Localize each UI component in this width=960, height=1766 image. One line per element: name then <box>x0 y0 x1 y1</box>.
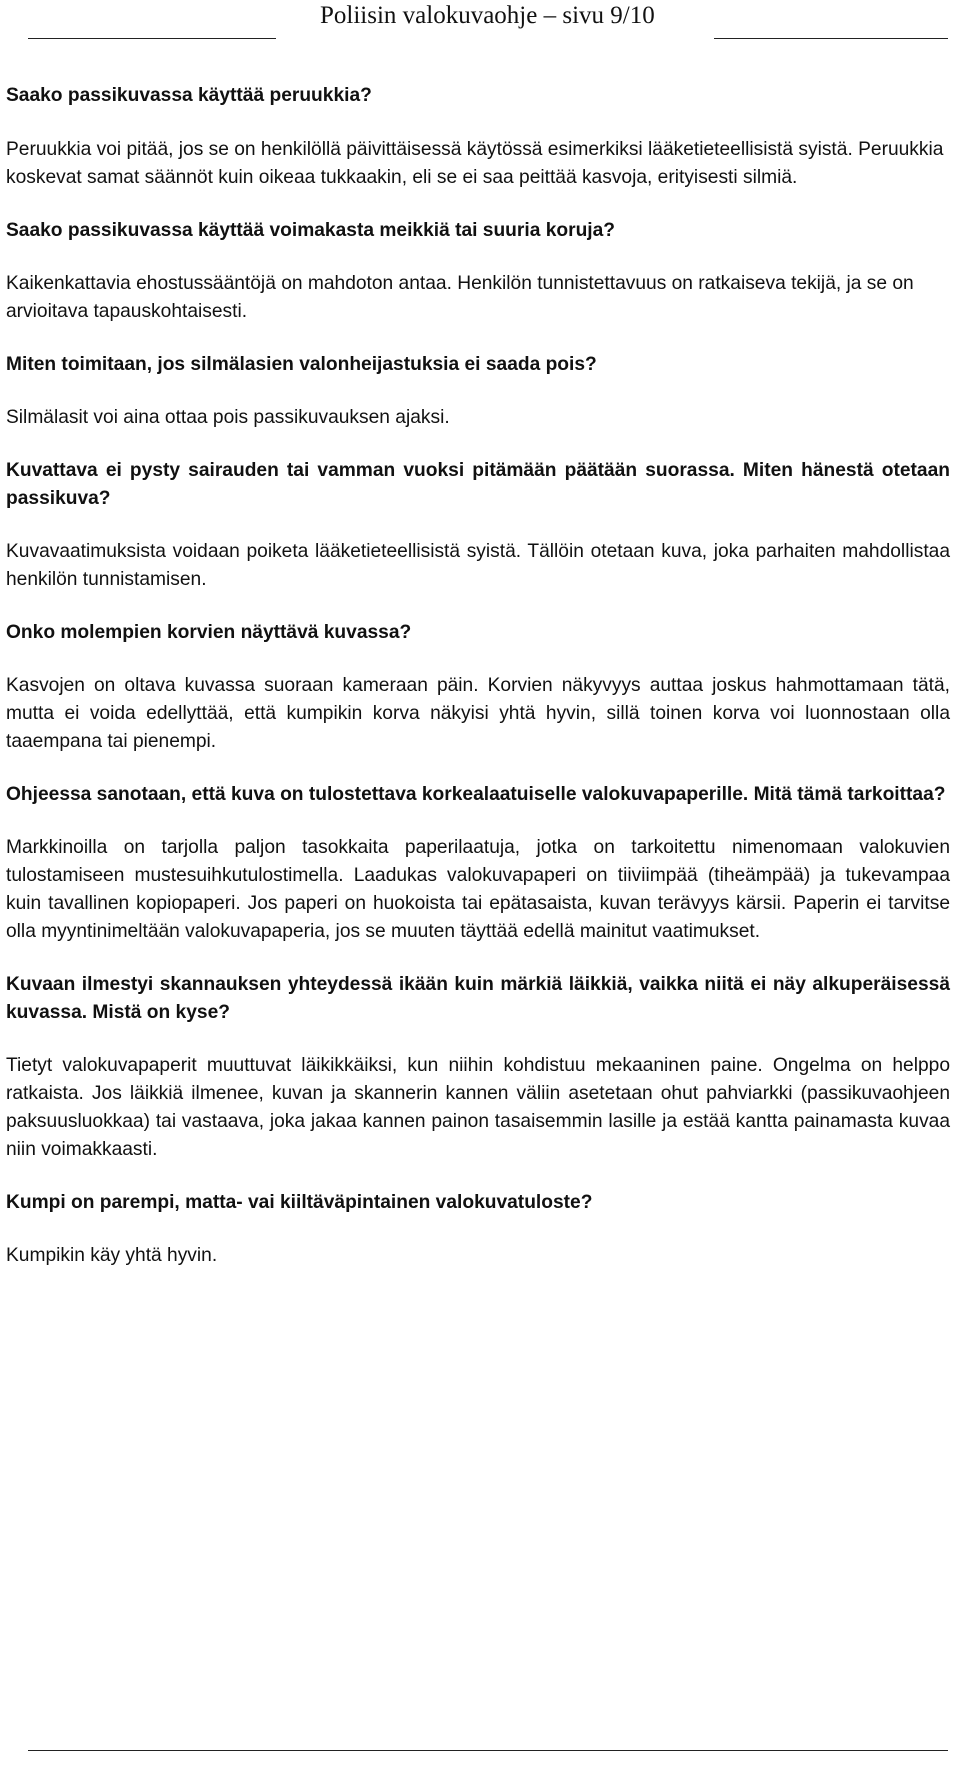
answer-3: Silmälasit voi aina ottaa pois passikuvauksen ajaksi. <box>6 407 450 428</box>
question-5: Onko molempien korvien näyttävä kuvassa? <box>6 622 412 643</box>
answer-8: Kumpikin käy yhtä hyvin. <box>6 1245 218 1266</box>
header-rule-right <box>714 38 948 39</box>
header-rule-left <box>28 38 276 39</box>
question-7: Kuvaan ilmestyi skannauksen yhteydessä ikään kuin märkiä läikkiä, vaikka niitä ei näy alkuperäisessä kuvassa. Mistä on kyse? <box>6 974 950 1023</box>
answer-2: Kaikenkattavia ehostussääntöjä on mahdoton antaa. Henkilön tunnistettavuus on ratkaiseva tekijä, ja se on arvioitava tapauskohtaisesti. <box>6 273 914 322</box>
answer-5: Kasvojen on oltava kuvassa suoraan kameraan päin. Korvien näkyvyys auttaa joskus hahmottamaan tätä, mutta ei voida edellyttää, että kumpikin korva näkyisi yhtä hyvin, sillä toinen korva voi luonnostaan olla taaempana tai pienempi. <box>6 675 950 752</box>
question-3: Miten toimitaan, jos silmälasien valonheijastuksia ei saada pois? <box>6 354 597 375</box>
header-title: Poliisin valokuvaohje – sivu 9/10 <box>320 2 655 29</box>
question-8: Kumpi on parempi, matta- vai kiiltäväpintainen valokuvatuloste? <box>6 1192 593 1213</box>
answer-1: Peruukkia voi pitää, jos se on henkilöllä päivittäisessä käytössä esimerkiksi lääketieteellisistä syistä. Peruukkia koskevat samat säännöt kuin oikeaa tukkaakin, eli se ei saa peittää kasvoja, erityisesti silmiä. <box>6 139 944 188</box>
footer-rule <box>28 1750 948 1751</box>
answer-7: Tietyt valokuvapaperit muuttuvat läikikkäiksi, kun niihin kohdistuu mekaaninen paine. Ongelma on helppo ratkaista. Jos läikkiä ilmenee, kuvan ja skannerin kannen väliin asetetaan ohut pahviarkki (passikuvaohjeen paksuusluokkaa) tai vastaava, joka jakaa kannen painon tasaisemmin lasille ja estää kantta painamasta kuvaa niin voimakkaasti. <box>6 1055 950 1160</box>
page-header <box>28 0 948 44</box>
question-1: Saako passikuvassa käyttää peruukkia? <box>6 85 372 106</box>
question-2: Saako passikuvassa käyttää voimakasta meikkiä tai suuria koruja? <box>6 220 616 241</box>
question-6: Ohjeessa sanotaan, että kuva on tulostettava korkealaatuiselle valokuvapaperille. Mitä tämä tarkoittaa? <box>6 784 946 805</box>
answer-6: Markkinoilla on tarjolla paljon tasokkaita paperilaatuja, jotka on tarkoitettu nimenomaan valokuvien tulostamiseen mustesuihkutulostimella. Laadukas valokuvapaperi on tiiviimpää (tiheämpää) ja tukevampaa kuin tavallinen kopiopaperi. Jos paperi on huokoista tai epätasaista, kuvan terävyys kärsii. Paperin ei tarvitse olla myyntinimeltään valokuvapaperia, jos se muuten täyttää edellä mainitut vaatimukset. <box>6 837 950 942</box>
answer-4: Kuvavaatimuksista voidaan poiketa lääketieteellisistä syistä. Tällöin otetaan kuva, joka parhaiten mahdollistaa henkilön tunnistamisen. <box>6 541 950 590</box>
faq-content <box>6 82 950 1270</box>
question-4: Kuvattava ei pysty sairauden tai vamman vuoksi pitämään päätään suorassa. Miten hänestä otetaan passikuva? <box>6 460 950 509</box>
